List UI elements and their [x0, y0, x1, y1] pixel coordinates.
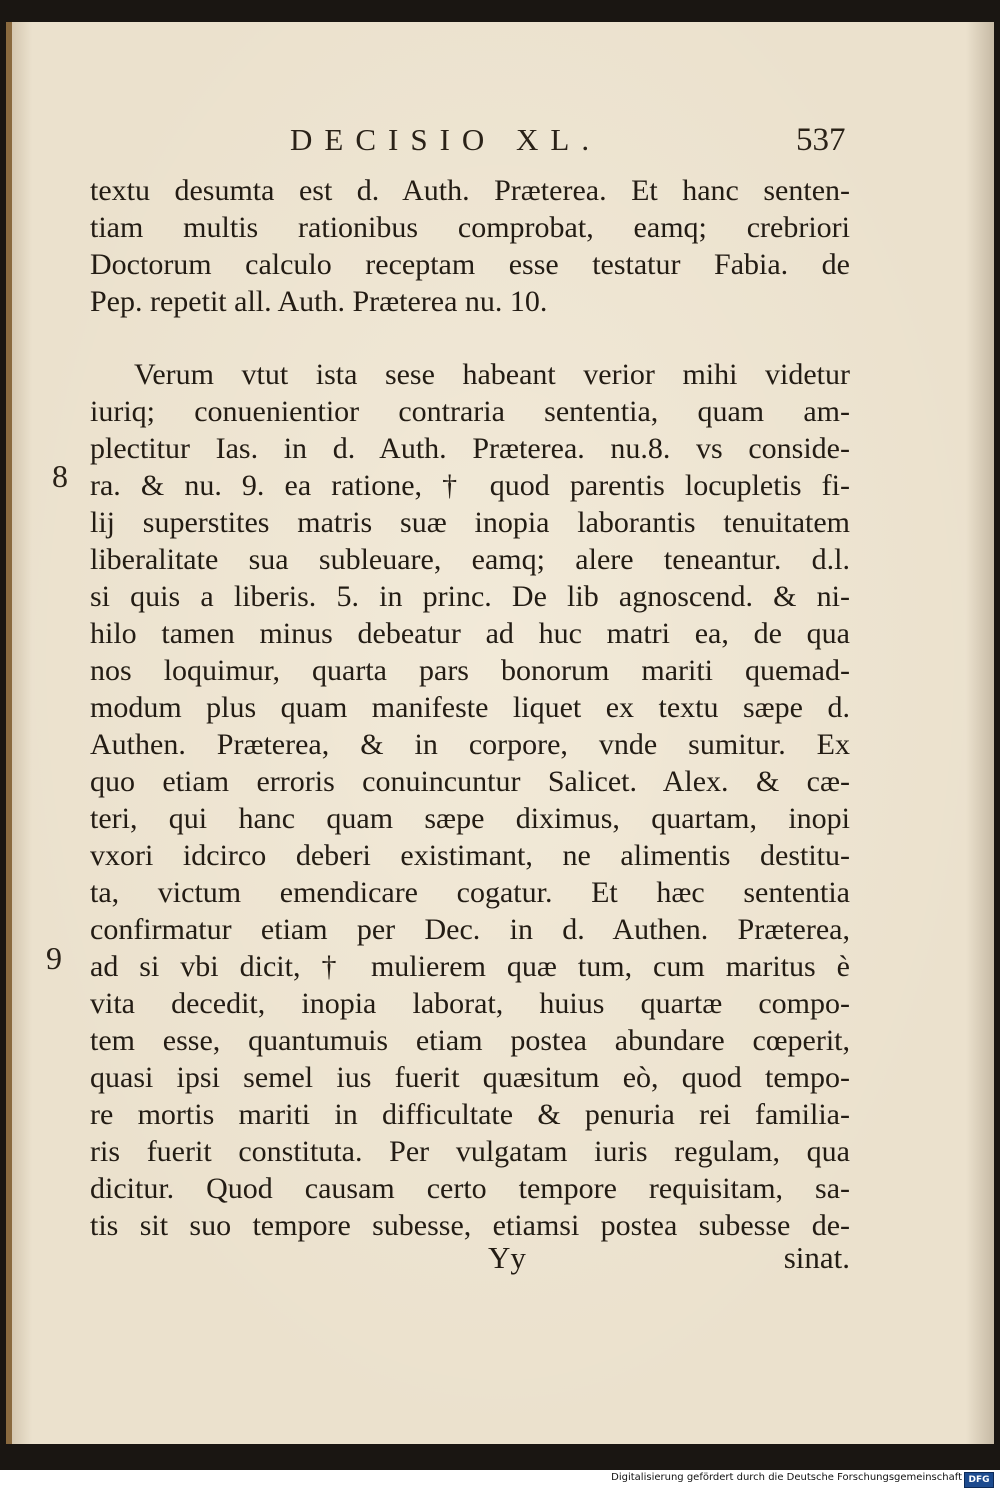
- text-line: hilo tamen minus debeatur ad huc matri ea, de qua: [90, 617, 850, 650]
- text-line: vxori idcirco deberi existimant, ne alimentis destitu-: [90, 839, 850, 872]
- text-line: ad si vbi dicit, † mulierem quæ tum, cum maritus è: [90, 950, 850, 983]
- body-text: [90, 172, 850, 1244]
- digitization-footer: [0, 1470, 1000, 1489]
- text-line: plectitur Ias. in d. Auth. Præterea. nu.8. vs conside-: [90, 432, 850, 465]
- page-binding-edge: [6, 22, 12, 1444]
- page-header: [6, 122, 994, 166]
- funding-credit: Digitalisierung gefördert durch die Deutsche Forschungsgemeinschaft: [611, 1472, 962, 1483]
- text-line: modum plus quam manifeste liquet ex textu sæpe d.: [90, 691, 850, 724]
- text-line: re mortis mariti in difficultate & penuria rei familia-: [90, 1098, 850, 1131]
- text-line: nos loquimur, quarta pars bonorum mariti quemad-: [90, 654, 850, 687]
- text-line: confirmatur etiam per Dec. in d. Authen. Præterea,: [90, 913, 850, 946]
- text-line: dicitur. Quod causam certo tempore requisitam, sa-: [90, 1172, 850, 1205]
- dfg-logo: DFG: [964, 1472, 994, 1488]
- text-line: Authen. Præterea, & in corpore, vnde sumitur. Ex: [90, 728, 850, 761]
- margin-note-8: 8: [52, 458, 68, 494]
- text-line: Pep. repetit all. Auth. Præterea nu. 10.: [90, 285, 548, 318]
- running-title: DECISIO XL.: [290, 122, 602, 157]
- margin-note-9: 9: [46, 940, 62, 976]
- page-number: 537: [796, 122, 846, 158]
- text-line: ta, victum emendicare cogatur. Et hæc sententia: [90, 876, 850, 909]
- text-line: Doctorum calculo receptam esse testatur Fabia. de: [90, 248, 850, 281]
- text-line: si quis a liberis. 5. in princ. De lib agnoscend. & ni-: [90, 580, 850, 613]
- text-line: quo etiam erroris conuincuntur Salicet. Alex. & cæ-: [90, 765, 850, 798]
- book-page: [6, 22, 994, 1444]
- text-line: tem esse, quantumuis etiam postea abundare cœperit,: [90, 1024, 850, 1057]
- text-line: Verum vtut ista sese habeant verior mihi videtur: [134, 358, 850, 391]
- text-line: quasi ipsi semel ius fuerit quæsitum eò, quod tempo-: [90, 1061, 850, 1094]
- signature-mark: Yy: [488, 1240, 526, 1275]
- text-line: iuriq; conuenientior contraria sententia, quam am-: [90, 395, 850, 428]
- page-foot: [90, 1240, 850, 1280]
- text-line: tis sit suo tempore subesse, etiamsi postea subesse de-: [90, 1209, 850, 1242]
- catchword: sinat.: [783, 1240, 850, 1275]
- paragraph-gap: [90, 320, 850, 356]
- text-line: liberalitate sua subleuare, eamq; alere teneantur. d.l.: [90, 543, 850, 576]
- text-line: lij superstites matris suæ inopia laborantis tenuitatem: [90, 506, 850, 539]
- text-line: vita decedit, inopia laborat, huius quartæ compo-: [90, 987, 850, 1020]
- text-line: ra. & nu. 9. ea ratione, † quod parentis locupletis fi-: [90, 469, 850, 502]
- text-line: ris fuerit constituta. Per vulgatam iuris regulam, qua: [90, 1135, 850, 1168]
- text-line: textu desumta est d. Auth. Præterea. Et hanc senten-: [90, 174, 850, 207]
- text-line: tiam multis rationibus comprobat, eamq; crebriori: [90, 211, 850, 244]
- text-line: teri, qui hanc quam sæpe diximus, quartam, inopi: [90, 802, 850, 835]
